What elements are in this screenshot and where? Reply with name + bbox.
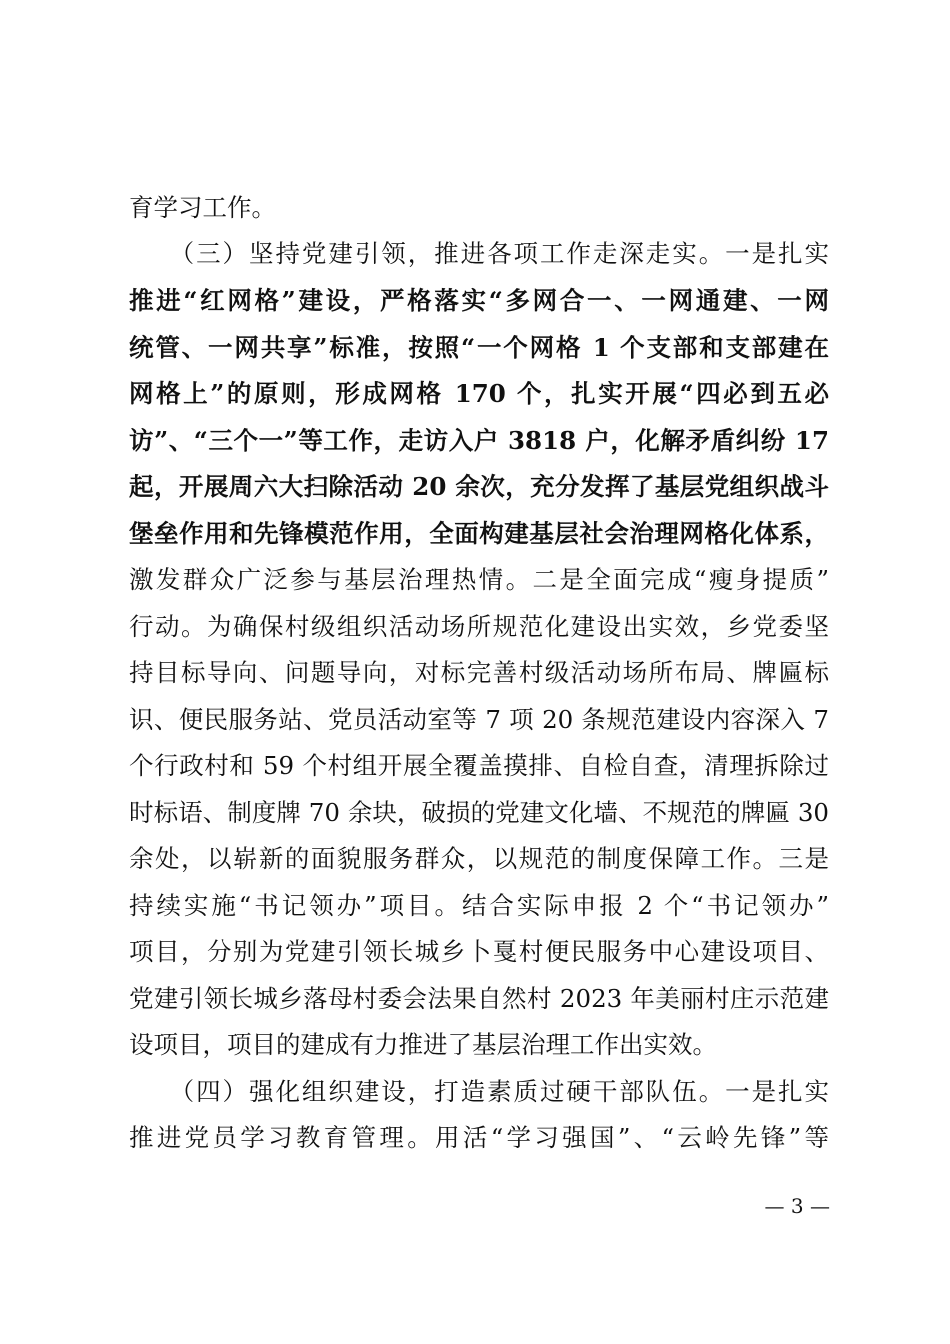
paragraph-line: 项目，分别为党建引领长城乡卜戛村便民服务中心建设项目、 [129,937,829,966]
paragraph-line: 堡垒作用和先锋模范作用，全面构建基层社会治理网格化体系， [129,519,829,548]
paragraph-line: 激发群众广泛参与基层治理热情。二是全面完成“瘦身提质” [129,565,829,594]
paragraph-line: 行动。为确保村级组织活动场所规范化建设出实效，乡党委坚 [129,612,829,641]
paragraph-line: 时标语、制度牌 70 余块，破损的党建文化墙、不规范的牌匾 30 [129,798,829,827]
paragraph-line: 识、便民服务站、党员活动室等 7 项 20 条规范建设内容深入 7 [129,705,829,734]
paragraph-line: 育学习工作。 [129,193,276,222]
paragraph-line: 推进“红网格”建设，严格落实“多网合一、一网通建、一网 [129,286,829,315]
paragraph-line: 网格上”的原则，形成网格 170 个，扎实开展“四必到五必 [129,379,829,408]
paragraph-line: 余处，以崭新的面貌服务群众，以规范的制度保障工作。三是 [129,844,829,873]
paragraph-line: 起，开展周六大扫除活动 20 余次，充分发挥了基层党组织战斗 [129,472,829,501]
paragraph-line: 持续实施“书记领办”项目。结合实际申报 2 个“书记领办” [129,891,829,920]
paragraph-line: 访”、“三个一”等工作，走访入户 3818 户，化解矛盾纠纷 17 [129,426,829,455]
paragraph-line: 统管、一网共享”标准，按照“一个网格 1 个支部和支部建在 [129,333,829,362]
section-heading-line: （三）坚持党建引领，推进各项工作走深走实。一是扎实 [129,239,829,268]
paragraph-line: 持目标导向、问题导向，对标完善村级活动场所布局、牌匾标 [129,658,829,687]
paragraph-line: 推进党员学习教育管理。用活“学习强国”、“云岭先锋”等 [129,1123,829,1152]
section-heading-line: （四）强化组织建设，打造素质过硬干部队伍。一是扎实 [129,1077,829,1106]
paragraph-line: 党建引领长城乡落母村委会法果自然村 2023 年美丽村庄示范建 [129,984,829,1013]
paragraph-line: 设项目，项目的建成有力推进了基层治理工作出实效。 [129,1030,717,1059]
page-number: — 3 — [764,1194,830,1218]
paragraph-line: 个行政村和 59 个村组开展全覆盖摸排、自检自查，清理拆除过 [129,751,829,780]
